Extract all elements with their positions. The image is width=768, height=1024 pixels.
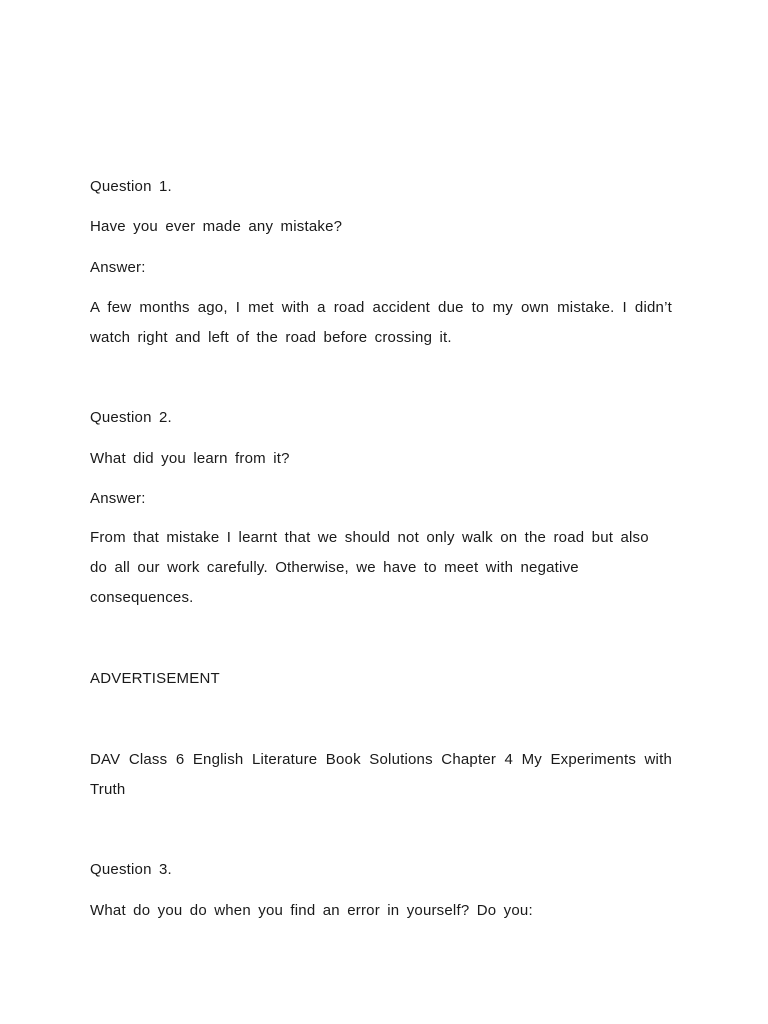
question-1-text: Have you ever made any mistake? bbox=[90, 218, 343, 235]
question-3-label: Question 3. bbox=[90, 861, 172, 878]
answer-2-label: Answer: bbox=[90, 490, 146, 507]
answer-2-text-line-3: consequences. bbox=[90, 589, 194, 606]
answer-2-text-line-2: do all our work carefully. Otherwise, we have to meet with negative bbox=[90, 559, 579, 576]
answer-1-label: Answer: bbox=[90, 259, 146, 276]
question-2-label: Question 2. bbox=[90, 409, 172, 426]
question-2-text: What did you learn from it? bbox=[90, 450, 290, 467]
answer-1-text: A few months ago, I met with a road accident due to my own mistake. I didn’t watch right and left of the road before crossing it. bbox=[90, 299, 672, 346]
question-3-text: What do you do when you find an error in yourself? Do you: bbox=[90, 902, 533, 919]
answer-2-text-line-1: From that mistake I learnt that we should not only walk on the road but also bbox=[90, 529, 649, 546]
related-chapter-link[interactable]: DAV Class 6 English Literature Book Solutions Chapter 4 My Experiments with Truth bbox=[90, 751, 672, 798]
question-1-label: Question 1. bbox=[90, 178, 172, 195]
advertisement-label: ADVERTISEMENT bbox=[90, 670, 220, 687]
